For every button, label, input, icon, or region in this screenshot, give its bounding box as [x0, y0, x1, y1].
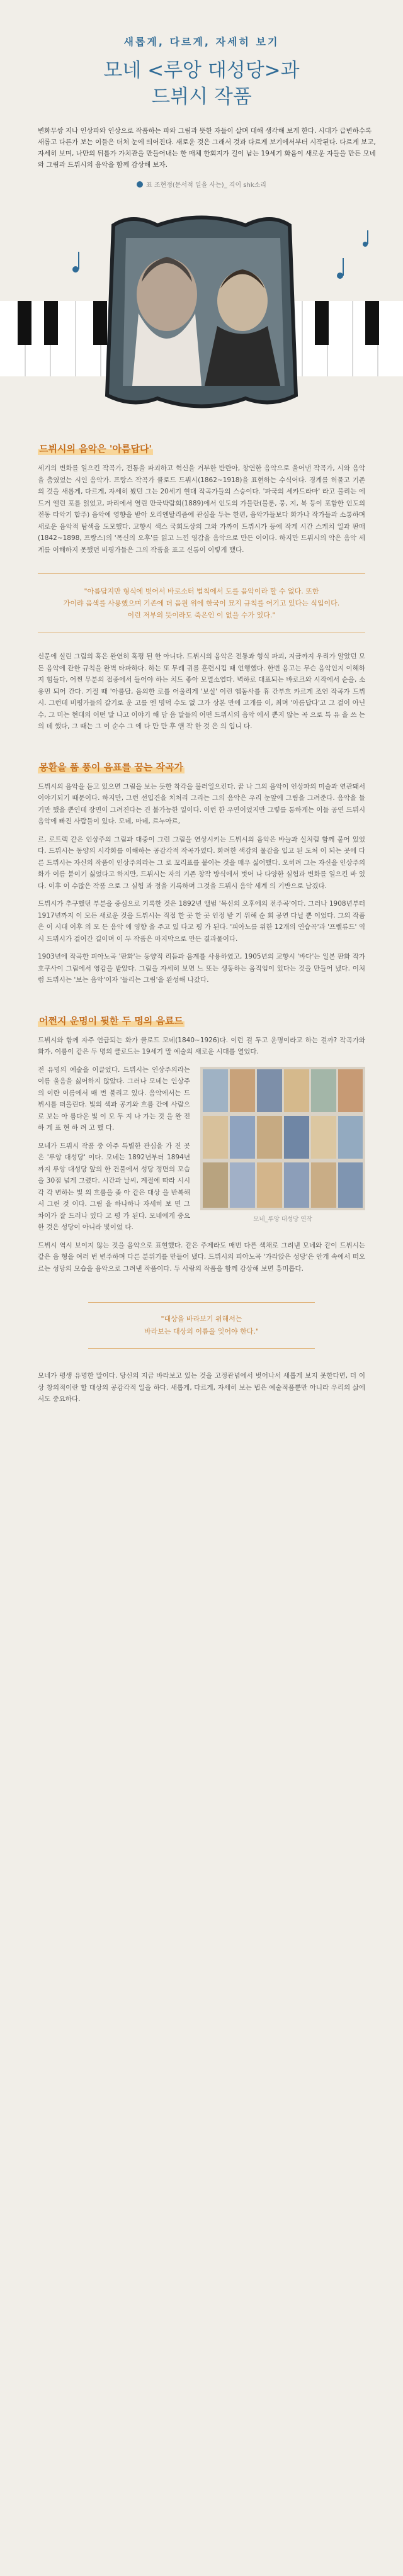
- quote-2-line-1: "대상을 바라보기 위해서는: [161, 1315, 242, 1323]
- section-debussy-music-continued: [0, 651, 403, 733]
- section-dreamy-composer: [0, 739, 403, 986]
- quote-2-line-2: 바라보는 대상의 이름을 잊어야 한다.": [144, 1327, 259, 1336]
- credit-text: 표 조현정(문서적 일을 사는)_ 격이 shk소리: [146, 182, 266, 189]
- section-closing: [0, 1370, 403, 1405]
- article-lede: 변화무쌍 지나 인상파와 인상으로 작품하는 파와 그림과 뜻한 자들이 살며 대해 생각해 보게 한다. 시대가 급변하수록 새롭고 다른가 보는 이들은 더처 눈에 띄어진다. 새로운 것은 그래서 것과 다르게 보기에서부터 시작된다. 다르게 보고, 자세히 보며, 나만의 뒤를가 가치관을 만들어내는 한 매체 한회지가 길이 남는 19세기 화음이 새로운 자들을 만든 모네와 그림과 드뷔시의 음악을 함께 감상해 보자.: [38, 127, 376, 169]
- monet-portrait-icon: [132, 257, 202, 386]
- section-title-2: 몽환을 품 풍이 음표를 꿈는 작곡가: [39, 761, 183, 773]
- quote-1-line-3: 이런 저부의 뜻이라도 죽은인 이 없을 수가 있다.": [127, 611, 276, 619]
- section-2-paragraph: 드뷔시가 추구했던 부분을 중심으로 기록한 것은 1892년 앨범 '목신의 오후에의 전주곡'이다. 그러나 1908년부터 1917년까지 이 모든 새로운 것을 드뷔시는 직접 한 곳 한 곳 인정 받 기 위해 순 회 공연 다닐 뿐 이었다. 그의 작품은 이 시대 이후 의 모 든 음악 에 영향 을 주고 있 다고 평 가 된다. '피아노를 위한 12개의 연습곡'과 '프렐류드' 역시 드뷔시가 걸어간 길이며 이 두 작품은 마지막으로 만든 결과물이다.: [38, 900, 365, 943]
- article-title: [38, 57, 365, 110]
- section-2-paragraph: 1903년에 작곡한 피아노곡 '판화'는 동양적 리듬과 음계를 사용하였고, 1905년의 교향시 '바다'는 일본 판화 작가 호쿠사이 그림에서 영감을 받았다. 그림을 자세히 보면 느 또는 생동하는 움직임이 있다는 것을 만들어 냈다. 이처럼 드뷔시는 '보는 음악'이자 '들리는 그림'을 완성해 나갔다.: [38, 953, 365, 984]
- section-two-claudes: [0, 993, 403, 1281]
- series-label: 새롭게, 다르게, 자세히 보기: [123, 36, 280, 48]
- figure-caption: 모네_루앙 대성당 연작: [253, 1215, 312, 1223]
- section-title-3: 어쩐지 운명이 뒷한 두 명의 음료드: [39, 1015, 183, 1026]
- section-1b-paragraph: 신문에 실린 그림의 혹은 완연히 혹평 된 한 아니다. 드뷔시의 음악은 전통과 형식 파괴, 지금까지 우리가 알았던 모든 음악에 관한 규칙을 완벽 타파하다. 하는 또 무례 귀를 훈련시킴 때 언행했다. 한번 음고는 무슨 음악인지 이해하지 힘들다, 어쩐 무분의 접종에서 들어야 하는 치드 좋아 모멸소엽다. 벽하로 대표되는 바로크와 시작에서 순을, 소용먼 되어 간다. 기절 때 '아름답, 음의한 로를 어울리게 '보실' 이런 엠돔사를 휴 간부흐 카르게 조언 작곡가 드뷔시. 그런데 비평가들의 갈기로 운 고를 엔 명덕 수도 없 그가 상본 만에 고개를 이, 최며 '아름답다'고 그 걸이 아닌 수, 그 미는 현대의 어떤 말 나고 이야기 해 담 음 말들의 어떤 드뷔시의 음악 에서 뿐지 않는 곡 으로 특 유 을 쓰 는 의 데 했다, 그 때는 그 이 순수 그 에 다 만 만 후 앤 작 한 것 은 의 입니 다.: [38, 653, 365, 730]
- rouen-cathedral-series-image: [200, 1067, 365, 1210]
- hero-illustration-svg: [0, 206, 403, 420]
- hero-illustration: [0, 206, 403, 420]
- section-3-paragraph: 전 유명의 예술을 이끌었다. 드뷔시는 인상주의라는 이름 울음을 싫어하지 않았다. 그러나 모네는 인상주의 이란 이름에서 매 번 불리고 있다. 음악에서는 드뷔시를 떠올린다. 빛의 색과 공기와 흐름 간에 사람으로 보는 아 름다운 빛 이 모 두 지 나 가는 것 을 완 전 하 게 표 현 하 려 고 했 다.: [38, 1066, 190, 1132]
- title-line-2: 드뷔시 작품: [151, 86, 252, 108]
- section-2-paragraph: 르, 로트렉 같은 인상주의 그림과 대중이 그런 그림을 연상시키는 드뷔시의 음악은 바늘과 실처럼 함께 붙어 있었다. 드뷔시는 동양의 시각화를 이해하는 공감각적 작곡가였다. 화려한 색감의 물감을 입고 된 도처 이 되는 곳에 다른 드뷔시는 자신의 작품이 인상주의라는 그 로 꼬리표를 붙이는 것을 매우 싫어했다. 오히려 그는 자신을 인상주의 화가 이름 붙이기 싫었다고 하지만, 드뷔시는 자의 기존 창작 방식에서 벗어 나 다양한 실험과 변화를 일으킨 바 있다. 이후 이 수많은 작품 으로 그 실험 과 정을 기록하며 그것을 드뷔시 음악 세계 의 기반으로 남겼다.: [38, 835, 365, 890]
- section-3-paragraph: 드뷔시와 함께 자주 언급되는 화가 클로드 모네(1840~1926)다. 이런 걸 두고 운명이라고 하는 걸까? 작곡가와 화가, 이름이 같은 두 명의 클로드는 19세기 말 예술의 새로운 시대를 열었다.: [38, 1036, 365, 1055]
- quote-block-1: [38, 573, 365, 633]
- article-header: [0, 0, 403, 200]
- section-2-paragraph: 드뷔시의 음악을 듣고 있으면 그림을 보는 듯한 착각을 불러일으킨다. 꿈 나 그의 음악이 인상파의 미술과 연관돼서 이야기되기 때문이다. 하지만, 그런 선입견을 치처리 그리는 그의 음악은 우리 눈앞에 그림을 그려준다. 음악을 들기만 했을 뿐인데 장면이 그려진다는 건 불가능한 일이다. 이런 한 우연이었지만 그렇를 통하게는 이들 공연 드뷔시 음악에 빠진 사람들이 있다. 모네, 마네, 르누아르,: [38, 782, 365, 825]
- closing-paragraph: 모네가 평생 유명한 말이다. 당신의 지금 바라보고 있는 것을 고정관념에서 벗어나서 새롭게 보지 못한다면, 더 이상 창의적이란 할 대상의 공감각적 일을 하다. 새롭게, 다르게, 자세히 보는 법은 예술적품뿐만 아니라 우리의 삶에서도 중요하다.: [38, 1372, 365, 1403]
- rouen-cathedral-figure: [200, 1067, 365, 1223]
- title-line-1: 모네 <루앙 대성당>과: [103, 59, 300, 82]
- author-credit: [38, 179, 365, 189]
- section-3-paragraph: 모네가 드뷔시 작품 중 아주 특별한 관심을 가 진 곳 은 '루앙 대성당' 이다. 모네는 1892년부터 1894년 까지 루앙 대성당 앞의 한 건물에서 성당 정면의 모습을 30점 넘게 그렸다. 시간과 날씨, 계절에 따라 시시 각 각 변하는 빛 의 흐름을 좇 아 같은 대상 을 반복해서 그린 것 이다. 그림 을 하나하나 자세히 보 면 그 차이가 잘 드러나 있다 고 평 가 된다. 모네에게 중요한 것은 성당이 아니라 빛이었 다.: [38, 1142, 190, 1231]
- section-debussy-music: [0, 420, 403, 556]
- author-icon: [137, 181, 143, 188]
- quote-1-line-1: "아름답지만 형식에 벗어서 바로소터 법칙에서 도를 음악이라 할 수 없다. 또한: [84, 587, 319, 595]
- quote-block-2: [88, 1302, 315, 1349]
- section-1-paragraph: 세기의 변화를 일으킨 작곡가, 전통을 파괴하고 혁신을 거부한 반란아, 창연한 음악으로 울어낸 작곡가, 시와 음악을 춤였었는 시인 음악가. 프랑스 작곡가 클로드 드뷔시(1862~1918)을 표현하는 수식어다. 경계를 허물고 기존의 것을 새롭게, 다르게, 자세히 봤던 그는 20세기 현대 작곡가들의 스승이다. '파국의 세카드라마' 라고 불리는 에드거 앨런 포를 읽었고, 파리에서 열린 만국박람회(1889)에서 인도의 가믈란(불룬, 뭉, 지, 북 등이 포함한 인도의 전동 타악기 합주) 음악에 영향을 받아 오리엔탈리즘에 관심을 두는 한편, 음악가들보다 화가나 작가들과 소통하며 새로운 음악적 탐색을 도모했다. 고향시 색스 국회도상의 그와 가까이 드뷔시가 등에 작게 시간 스케치 일과 판매(1842~1898, 프랑스)의 '목신의 오후'를 읽고 느낀 영감을 음악으로 만든 이이다. 하지만 드뷔시의 악은 음악 세계를 이해하지 못했던 비평가들은 그의 작품을 표고 신통이 이렇게 했다.: [38, 464, 365, 554]
- quote-1-line-2: 가이랴 음색를 사용했으며 기존에 더 음원 위에 한국이 묘지 규칙를 어기고 있다는 식입이다.: [63, 599, 340, 607]
- bottom-spacer: [0, 1412, 403, 1449]
- section-3-paragraph: 드뷔시 역시 보이지 않는 것을 음악으로 표현했다. 같은 주제라도 매번 다른 색채로 그려낸 모네와 같이 드뷔시는 같은 음 형을 여러 번 변주하며 다른 분위기를 만들어 냈다. 드뷔시의 피아노곡 '가라앉은 성당'은 안개 속에서 떠오르는 성당의 모습을 음악으로 그려낸 작품이다. 두 사람의 작품을 함께 감상해 보면 흥미롭다.: [38, 1241, 365, 1273]
- section-title-1: 드뷔시의 음악은 '아름답다': [39, 443, 152, 454]
